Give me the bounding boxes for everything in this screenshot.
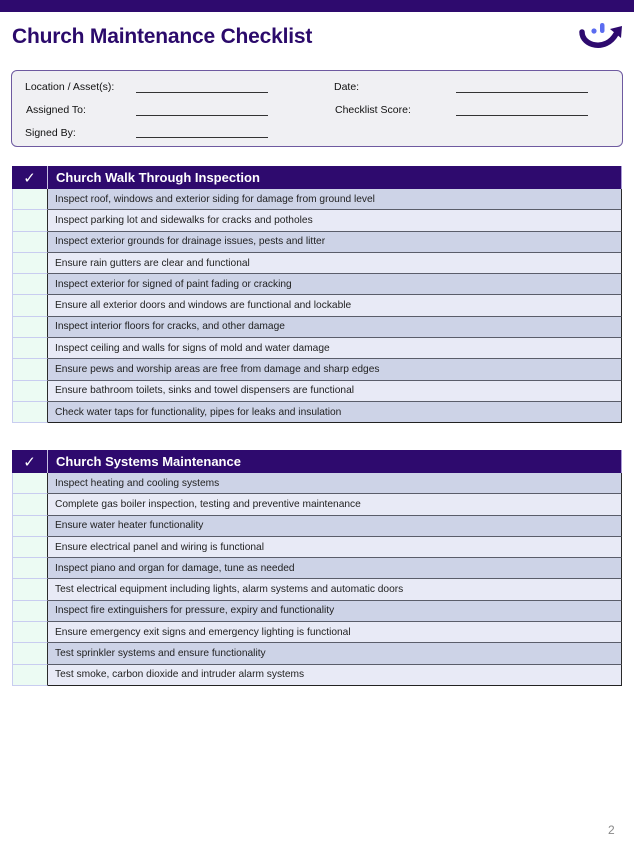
checklist-score-label: Checklist Score: — [335, 104, 411, 116]
checklist-row — [12, 516, 622, 537]
checklist-row — [12, 359, 622, 380]
checkbox-cell[interactable] — [12, 402, 48, 423]
assigned-to-field[interactable] — [136, 115, 268, 116]
checklist-item-text: Ensure all exterior doors and windows are functional and lockable — [48, 295, 622, 316]
checklist-row — [12, 494, 622, 515]
checkbox-cell[interactable] — [12, 665, 48, 686]
checkbox-cell[interactable] — [12, 295, 48, 316]
checklist-row — [12, 579, 622, 600]
checklist-row — [12, 558, 622, 579]
checklist-item-text: Inspect piano and organ for damage, tune as needed — [48, 558, 622, 579]
checkbox-cell[interactable] — [12, 473, 48, 494]
checklist-score-field[interactable] — [456, 115, 588, 116]
checklist-row — [12, 601, 622, 622]
location-field[interactable] — [136, 92, 268, 93]
checklist-item-text: Inspect heating and cooling systems — [48, 473, 622, 494]
checklist-item-text: Ensure emergency exit signs and emergency lighting is functional — [48, 622, 622, 643]
page-number: 2 — [608, 823, 615, 837]
checklist-item-text: Inspect fire extinguishers for pressure, expiry and functionality — [48, 601, 622, 622]
checklist-item-text: Ensure rain gutters are clear and functional — [48, 253, 622, 274]
checklist-item-text: Inspect exterior grounds for drainage issues, pests and litter — [48, 232, 622, 253]
checkbox-cell[interactable] — [12, 338, 48, 359]
checklist-item-text: Test smoke, carbon dioxide and intruder alarm systems — [48, 665, 622, 686]
checklist-row — [12, 189, 622, 210]
checklist-row — [12, 232, 622, 253]
checkbox-cell[interactable] — [12, 210, 48, 231]
checkbox-cell[interactable] — [12, 189, 48, 210]
location-label: Location / Asset(s): — [25, 81, 115, 93]
checklist-row — [12, 537, 622, 558]
checkbox-cell[interactable] — [12, 643, 48, 664]
checkbox-cell[interactable] — [12, 232, 48, 253]
checklist-item-text: Test sprinkler systems and ensure functionality — [48, 643, 622, 664]
smile-arrow-logo-icon — [576, 20, 626, 52]
info-box — [11, 70, 623, 147]
checklist-item-text: Check water taps for functionality, pipes for leaks and insulation — [48, 402, 622, 423]
checklist-row — [12, 622, 622, 643]
checklist-item-text: Test electrical equipment including lights, alarm systems and automatic doors — [48, 579, 622, 600]
checklist-item-text: Inspect interior floors for cracks, and other damage — [48, 317, 622, 338]
section-header — [12, 450, 622, 473]
section-header — [12, 166, 622, 189]
checklist-row — [12, 274, 622, 295]
checklist-item-text: Ensure pews and worship areas are free from damage and sharp edges — [48, 359, 622, 380]
checkbox-cell[interactable] — [12, 359, 48, 380]
checklist-row — [12, 210, 622, 231]
checkbox-cell[interactable] — [12, 622, 48, 643]
checkbox-cell[interactable] — [12, 601, 48, 622]
checkbox-cell[interactable] — [12, 317, 48, 338]
checklist-item-text: Inspect parking lot and sidewalks for cracks and potholes — [48, 210, 622, 231]
checklist-item-text: Inspect roof, windows and exterior siding for damage from ground level — [48, 189, 622, 210]
checkbox-cell[interactable] — [12, 579, 48, 600]
checklist-item-text: Ensure electrical panel and wiring is functional — [48, 537, 622, 558]
date-label: Date: — [334, 81, 360, 93]
checklist-row — [12, 665, 622, 686]
checkmark-icon: ✓ — [12, 166, 48, 189]
checklist-row — [12, 473, 622, 494]
checklist-row — [12, 253, 622, 274]
checklist-row — [12, 643, 622, 664]
checklist-row — [12, 381, 622, 402]
assigned-to-label: Assigned To: — [26, 104, 86, 116]
checklist-item-text: Inspect exterior for signed of paint fading or cracking — [48, 274, 622, 295]
checkbox-cell[interactable] — [12, 253, 48, 274]
checkmark-icon: ✓ — [12, 450, 48, 473]
checkbox-cell[interactable] — [12, 516, 48, 537]
page-title: Church Maintenance Checklist — [12, 25, 313, 48]
signed-by-label: Signed By: — [25, 127, 76, 139]
checklist-item-text: Ensure water heater functionality — [48, 516, 622, 537]
checklist-row — [12, 317, 622, 338]
checkbox-cell[interactable] — [12, 381, 48, 402]
systems-maintenance-table — [12, 450, 622, 686]
section-title: Church Walk Through Inspection — [48, 166, 622, 189]
checklist-row — [12, 295, 622, 316]
section-title: Church Systems Maintenance — [48, 450, 622, 473]
checkbox-cell[interactable] — [12, 537, 48, 558]
checkbox-cell[interactable] — [12, 494, 48, 515]
checklist-row — [12, 338, 622, 359]
checklist-item-text: Ensure bathroom toilets, sinks and towel dispensers are functional — [48, 381, 622, 402]
checklist-item-text: Complete gas boiler inspection, testing and preventive maintenance — [48, 494, 622, 515]
checklist-row — [12, 402, 622, 423]
checklist-item-text: Inspect ceiling and walls for signs of mold and water damage — [48, 338, 622, 359]
signed-by-field[interactable] — [136, 137, 268, 138]
checkbox-cell[interactable] — [12, 274, 48, 295]
date-field[interactable] — [456, 92, 588, 93]
top-accent-bar — [0, 0, 634, 12]
checkbox-cell[interactable] — [12, 558, 48, 579]
walk-through-inspection-table — [12, 166, 622, 423]
